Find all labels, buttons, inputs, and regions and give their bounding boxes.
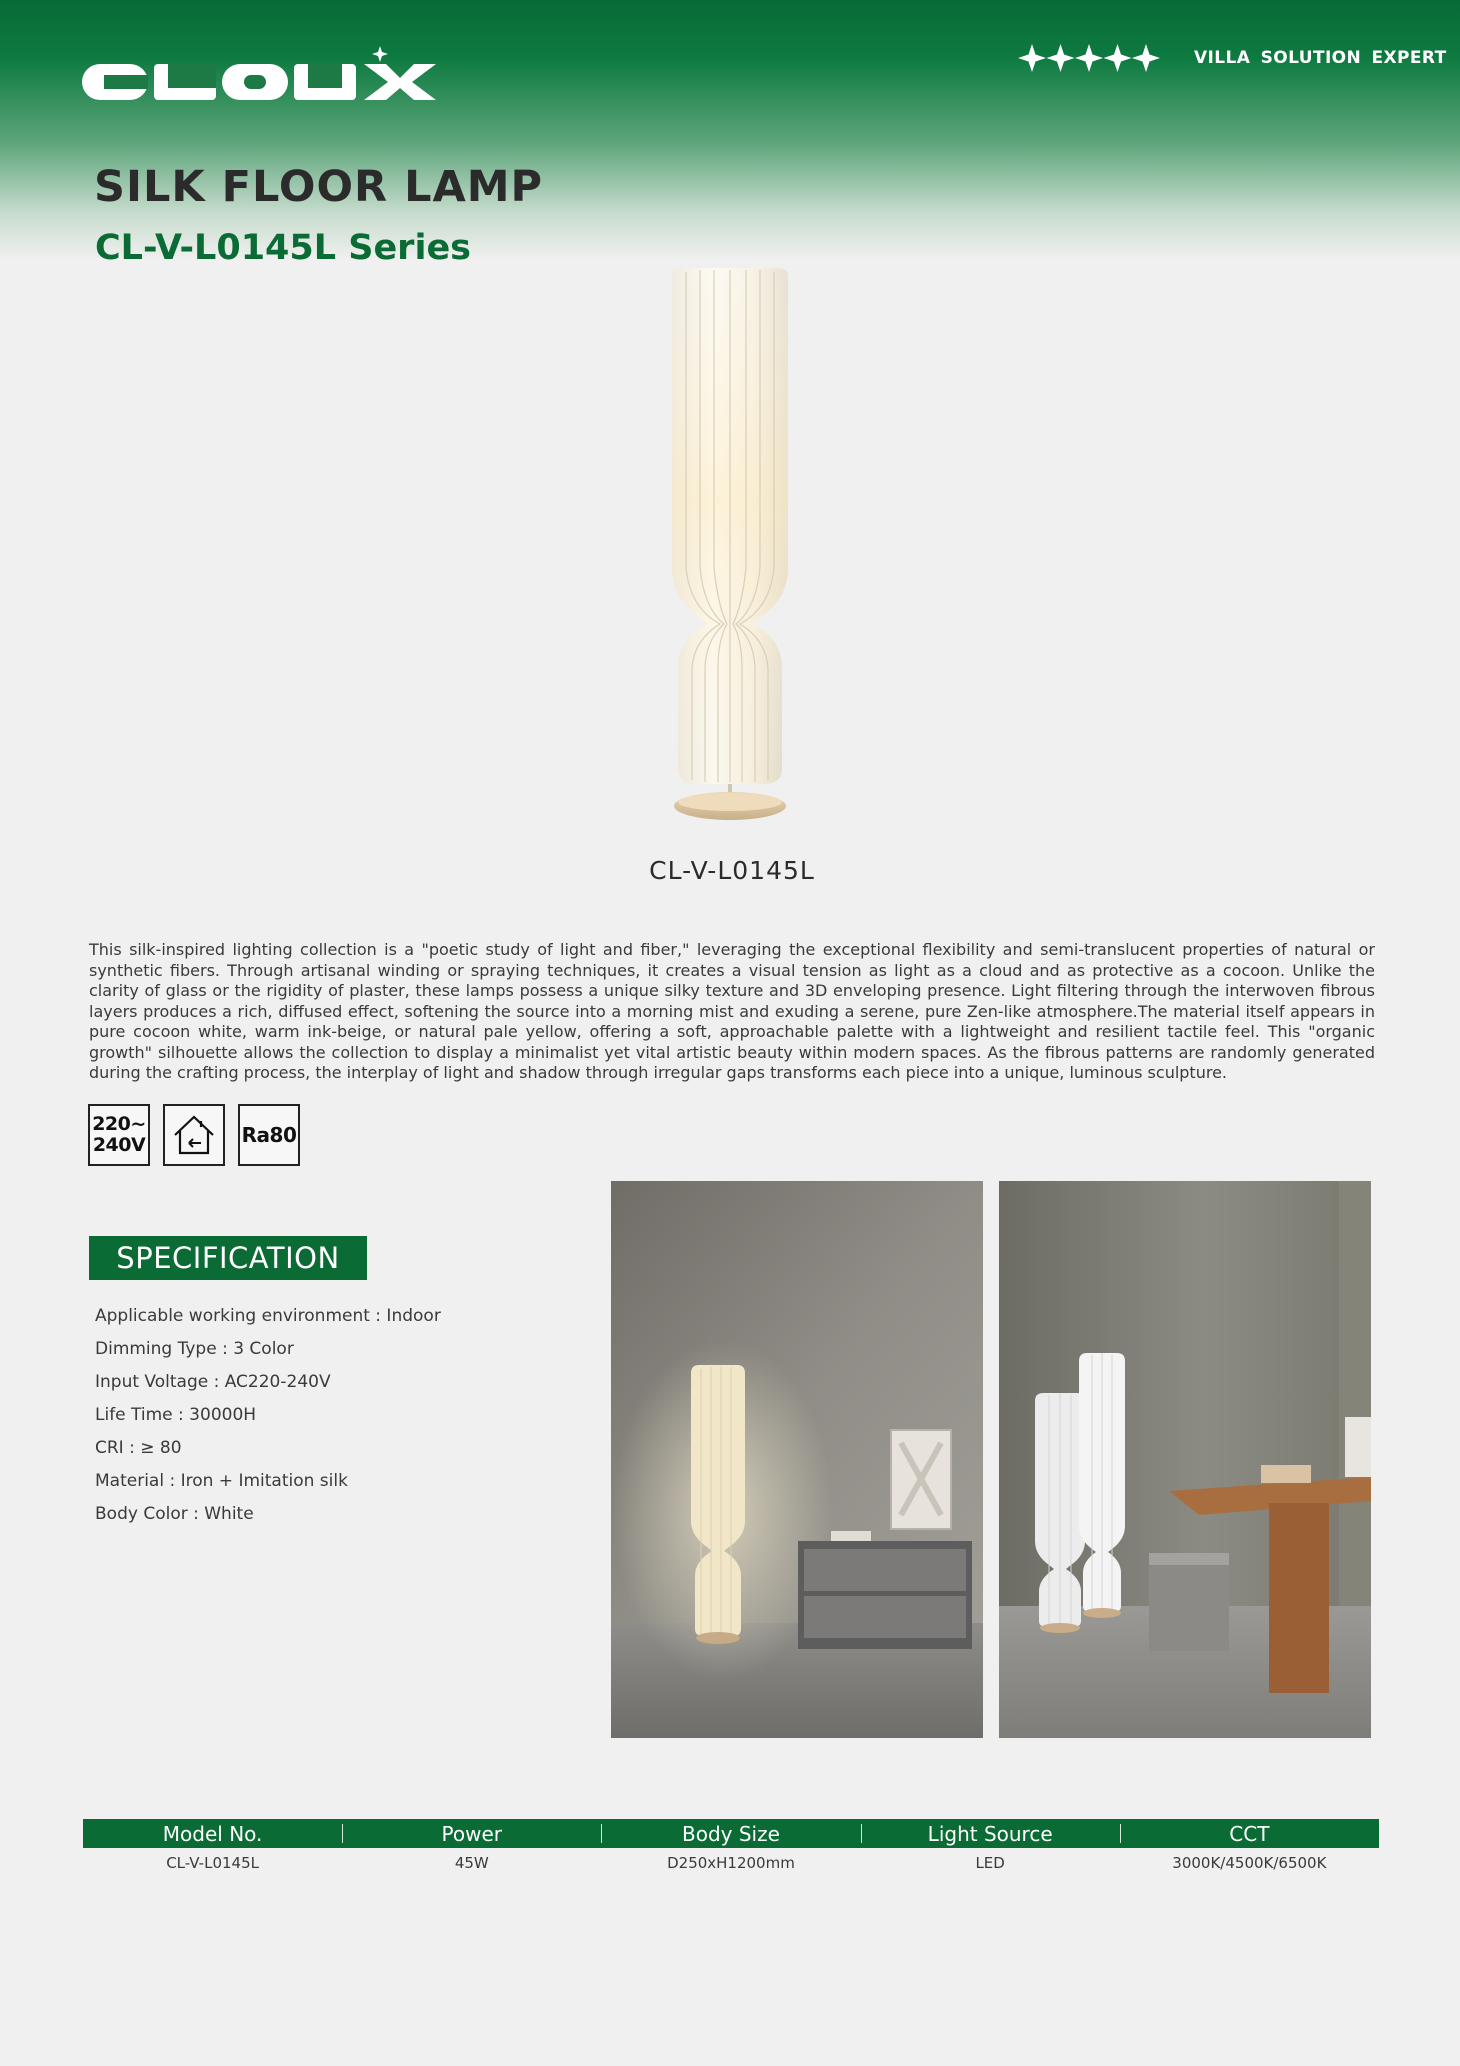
table-header-power: Power	[342, 1819, 601, 1848]
tagline: VILLA SOLUTION EXPERT	[1194, 48, 1447, 68]
spec-item: Dimming Type : 3 Color	[95, 1339, 294, 1359]
table-header-cct: CCT	[1120, 1819, 1379, 1848]
cell-model: CL-V-L0145L	[166, 1854, 259, 1872]
product-spec-table	[83, 1819, 1379, 1878]
specification-heading: SPECIFICATION	[89, 1236, 367, 1280]
table-row	[83, 1848, 1379, 1878]
spec-item: CRI : ≥ 80	[95, 1438, 182, 1458]
cloux-logo	[82, 40, 438, 104]
cell-cct: 3000K/4500K/6500K	[1172, 1854, 1327, 1872]
spec-item: Input Voltage : AC220-240V	[95, 1372, 331, 1392]
spec-item: Applicable working environment : Indoor	[95, 1306, 441, 1326]
cell-body-size: D250xH1200mm	[667, 1854, 795, 1872]
table-header-body-size: Body Size	[601, 1819, 860, 1848]
table-header-model: Model No.	[83, 1819, 342, 1848]
room-scene-photo-1	[611, 1181, 983, 1738]
house-indoor-icon	[163, 1104, 225, 1166]
table-header-row	[83, 1819, 1379, 1848]
spec-item: Life Time : 30000H	[95, 1405, 257, 1425]
spec-item: Body Color : White	[95, 1504, 254, 1524]
spec-item: Material : Iron + Imitation silk	[95, 1471, 348, 1491]
table-header-light-source: Light Source	[861, 1819, 1120, 1848]
hero-caption: CL-V-L0145L	[649, 856, 815, 885]
voltage-icon	[88, 1104, 150, 1166]
specification-list	[95, 1300, 441, 1531]
cell-power: 45W	[454, 1854, 489, 1872]
room-scene-photo-2	[999, 1181, 1371, 1738]
header-band	[0, 0, 1460, 260]
series-subtitle: CL-V-L0145L Series	[95, 228, 472, 268]
voltage-line-2: 240V	[92, 1134, 146, 1156]
cri-ra80-icon: Ra80	[238, 1104, 300, 1166]
product-description: This silk-inspired lighting collection is a "poetic study of light and fiber," leveraging the exceptional flexibility and semi-translucent properties of natural or synthetic fibers. Through artisanal winding or spraying techniques, it creates a visual tension as light as a cloud and as protective as a cocoon. Unlike the clarity of glass or the rigidity of plaster, these lamps possess a unique silky texture and 3D enveloping presence. Light filtering through the interwoven fibrous layers produces a rich, diffused effect, softening the source into a morning mist and exuding a serene, pure Zen-like atmosphere.The material itself appears in pure cocoon white, warm ink-beige, or natural pale yellow, offering a soft, approachable palette with a lightweight and resilient tactile feel. This "organic growth" silhouette allows the collection to display a minimalist yet vital artistic beauty within modern spaces. As the fibrous patterns are randomly generated during the crafting process, the interplay of light and shadow through irregular gaps transforms each piece into a unique, luminous sculpture.	[89, 940, 1375, 1082]
cell-light-source: LED	[975, 1854, 1005, 1872]
voltage-line-1: 220~	[92, 1113, 146, 1135]
product-title: SILK FLOOR LAMP	[94, 162, 544, 212]
five-stars-icon	[1018, 40, 1160, 76]
floor-lamp-image	[660, 268, 800, 824]
